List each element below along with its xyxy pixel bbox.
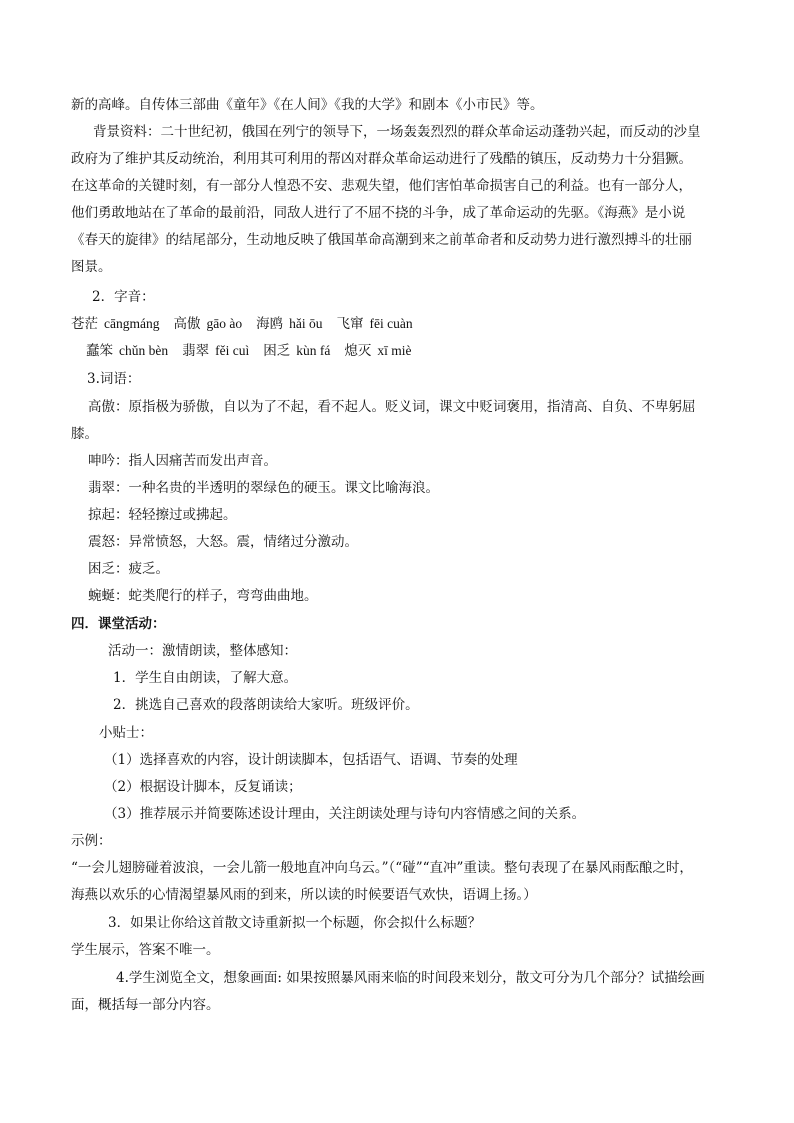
vocabulary-heading: 3.词语： bbox=[87, 371, 141, 387]
pronunciation-row-2 bbox=[86, 342, 411, 360]
vocab-lueqi: 掠起：轻轻擦过或拂起。 bbox=[88, 507, 237, 523]
word: 苍茫 bbox=[71, 316, 98, 332]
activity-step-3-answer: 学生展示，答案不唯一。 bbox=[71, 942, 220, 958]
tips-label: 小贴士： bbox=[99, 725, 153, 741]
word: 熄灭 bbox=[344, 343, 372, 359]
vocab-kunfa: 困乏：疲乏。 bbox=[88, 561, 169, 577]
section-4-heading: 四．课堂活动： bbox=[71, 616, 166, 632]
pinyin: fěi cuì bbox=[215, 343, 250, 358]
background-line-2: 政府为了维护其反动统治，利用其可利用的帮凶对群众革命运动进行了残酷的镇压，反动势力十分猖獗。 bbox=[71, 151, 692, 167]
tip-1: （1）选择喜欢的内容，设计朗读脚本，包括语气、语调、节奏的处理 bbox=[104, 752, 518, 768]
word: 蠢笨 bbox=[86, 343, 113, 359]
pinyin: fēi cuàn bbox=[369, 316, 413, 331]
activity-step-1: 1．学生自由朗读，了解大意。 bbox=[113, 670, 298, 686]
background-line-4: 他们勇敢地站在了革命的最前沿，同敌人进行了不屈不挠的斗争，成了革命运动的先驱。《海燕》是小说 bbox=[71, 205, 686, 221]
vocab-wanyan: 蜿蜒：蛇类爬行的样子，弯弯曲曲地。 bbox=[88, 588, 318, 604]
pronunciation-row-1 bbox=[71, 315, 413, 333]
word: 飞窜 bbox=[336, 316, 364, 332]
tip-2: （2）根据设计脚本，反复诵读； bbox=[104, 779, 302, 795]
activity-step-4-line-2: 面，概括每一部分内容。 bbox=[71, 997, 220, 1013]
activity-step-2: 2．挑选自己喜欢的段落朗读给大家听。班级评价。 bbox=[113, 697, 419, 713]
example-label: 示例： bbox=[71, 833, 112, 849]
background-line-6: 图景。 bbox=[71, 259, 112, 275]
pinyin: hǎi ōu bbox=[289, 316, 323, 331]
background-line-3: 在这革命的关键时刻，有一部分人惶恐不安、悲观失望，他们害怕革命损害自己的利益。也有一部分人， bbox=[71, 178, 692, 194]
word: 高傲 bbox=[173, 316, 201, 332]
activity-step-4-line-1: 4.学生浏览全文，想象画面: 如果按照暴风雨来临的时间段来划分，散文可分为几个部分？试描绘画 bbox=[116, 970, 705, 986]
pinyin: xī miè bbox=[377, 343, 412, 358]
pinyin: kùn fá bbox=[296, 343, 331, 358]
pinyin: chǔn bèn bbox=[119, 343, 169, 358]
word: 海鸥 bbox=[256, 316, 284, 332]
vocab-feicui: 翡翠：一种名贵的半透明的翠绿色的硬玉。课文比喻海浪。 bbox=[88, 480, 439, 496]
word: 困乏 bbox=[263, 343, 291, 359]
activity-step-3: 3．如果让你给这首散文诗重新拟一个标题，你会拟什么标题？ bbox=[108, 915, 482, 931]
background-line-1: 背景资料：二十世纪初，俄国在列宁的领导下，一场轰轰烈烈的群众革命运动蓬勃兴起，而反动的沙皇 bbox=[93, 124, 701, 140]
intro-line: 新的高峰。自传体三部曲《童年》《在人间》《我的大学》和剧本《小市民》等。 bbox=[71, 97, 544, 113]
vocab-shenyin: 呻吟：指人因痛苦而发出声音。 bbox=[88, 453, 277, 469]
vocab-gaoao-line-2: 膝。 bbox=[71, 426, 98, 442]
vocab-zhennu: 震怒：异常愤怒，大怒。震，情绪过分激动。 bbox=[88, 534, 358, 550]
pinyin: cāngmáng bbox=[104, 316, 160, 331]
vocab-gaoao-line-1: 高傲：原指极为骄傲，自以为了不起，看不起人。贬义词，课文中贬词褒用，指清高、自负、不卑躬屈 bbox=[88, 399, 696, 415]
tip-3: （3）推荐展示并简要陈述设计理由，关注朗读处理与诗句内容情感之间的关系。 bbox=[104, 806, 586, 822]
example-line-2: 海燕以欢乐的心情渴望暴风雨的到来，所以读的时候要语气欢快，语调上扬。） bbox=[71, 887, 537, 903]
pinyin: gāo ào bbox=[206, 316, 243, 331]
activity-1-title: 活动一：激情朗读，整体感知： bbox=[108, 643, 297, 659]
word: 翡翠 bbox=[182, 343, 210, 359]
pronunciation-heading: 2．字音： bbox=[92, 289, 155, 305]
example-line-1: “一会儿翅膀碰着波浪，一会儿箭一般地直冲向乌云。”（“碰”“直冲”重读。整句表现了在暴风雨酝酿之时， bbox=[71, 860, 693, 876]
background-line-5: 《春天的旋律》的结尾部分，生动地反映了俄国革命高潮到来之前革命者和反动势力进行激烈搏斗的壮丽 bbox=[71, 232, 692, 248]
